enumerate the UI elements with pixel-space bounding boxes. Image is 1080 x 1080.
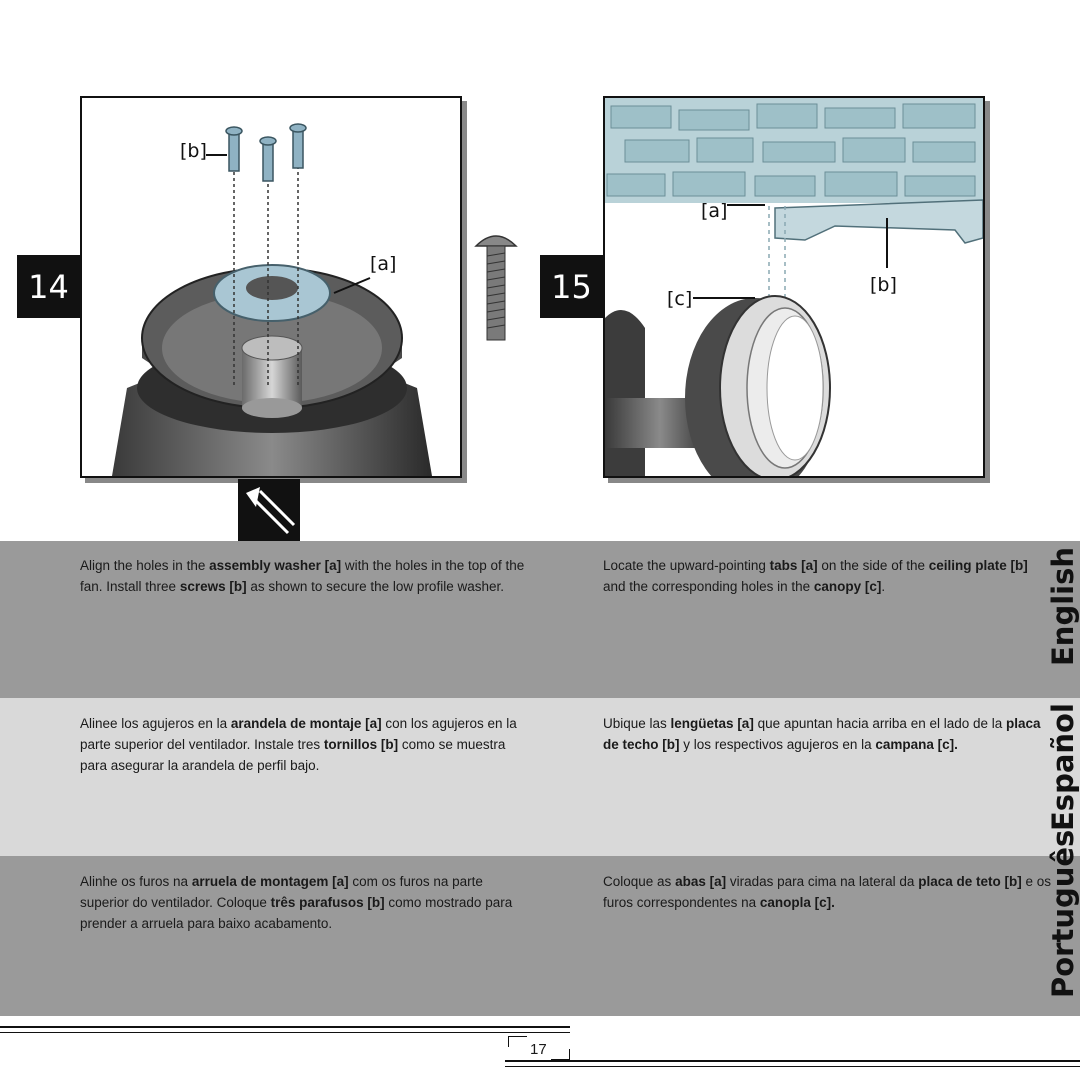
figure14-label-a: [a] xyxy=(370,253,397,275)
language-label-espanol: Español xyxy=(1046,703,1080,831)
screw-icon xyxy=(472,228,520,343)
figure15-label-c: [c] xyxy=(667,288,693,310)
figure14-label-b: [b] xyxy=(180,140,207,162)
figure15-label-b: [b] xyxy=(870,274,897,296)
figure15-label-a: [a] xyxy=(701,200,728,222)
footer-rule-left xyxy=(0,1026,570,1033)
text-english-right: Locate the upward-pointing tabs [a] on the side of the ceiling plate [b] and the corresponding holes in the canopy [c]. xyxy=(603,558,1028,594)
step-number-14: 14 xyxy=(17,255,80,318)
language-label-english: English xyxy=(1046,546,1080,666)
figure-14-illustration xyxy=(80,96,462,478)
fan-assembly-illustration xyxy=(82,98,460,476)
ceiling-canopy-illustration xyxy=(605,98,983,476)
tool-icon xyxy=(238,479,300,541)
step-number-15: 15 xyxy=(540,255,603,318)
footer-rule-right xyxy=(505,1060,1080,1067)
figure-15-illustration xyxy=(603,96,985,478)
text-espanol-right: Ubique las lengüetas [a] que apuntan hacia arriba en el lado de la placa de techo [b] y los respectivos agujeros en la campana [c]. xyxy=(603,716,1041,752)
text-portugues-left: Alinhe os furos na arruela de montagem [a] com os furos na parte superior do ventilador. Coloque três parafusos [b] como mostrado para prender a arruela para baixo acabamento. xyxy=(80,874,513,931)
text-portugues-right: Coloque as abas [a] viradas para cima na lateral da placa de teto [b] e os furos correspondentes na canopla [c]. xyxy=(603,874,1051,910)
text-espanol-left: Alinee los agujeros en la arandela de montaje [a] con los agujeros en la parte superior del ventilador. Instale tres tornillos [b] como se muestra para asegurar la arandela de perfil bajo. xyxy=(80,716,517,773)
language-label-portugues: Português xyxy=(1046,829,1080,998)
page-number: 17 xyxy=(530,1041,547,1058)
text-english-left: Align the holes in the assembly washer [a] with the holes in the top of the fan. Install three screws [b] as shown to secure the low profile washer. xyxy=(80,558,525,594)
